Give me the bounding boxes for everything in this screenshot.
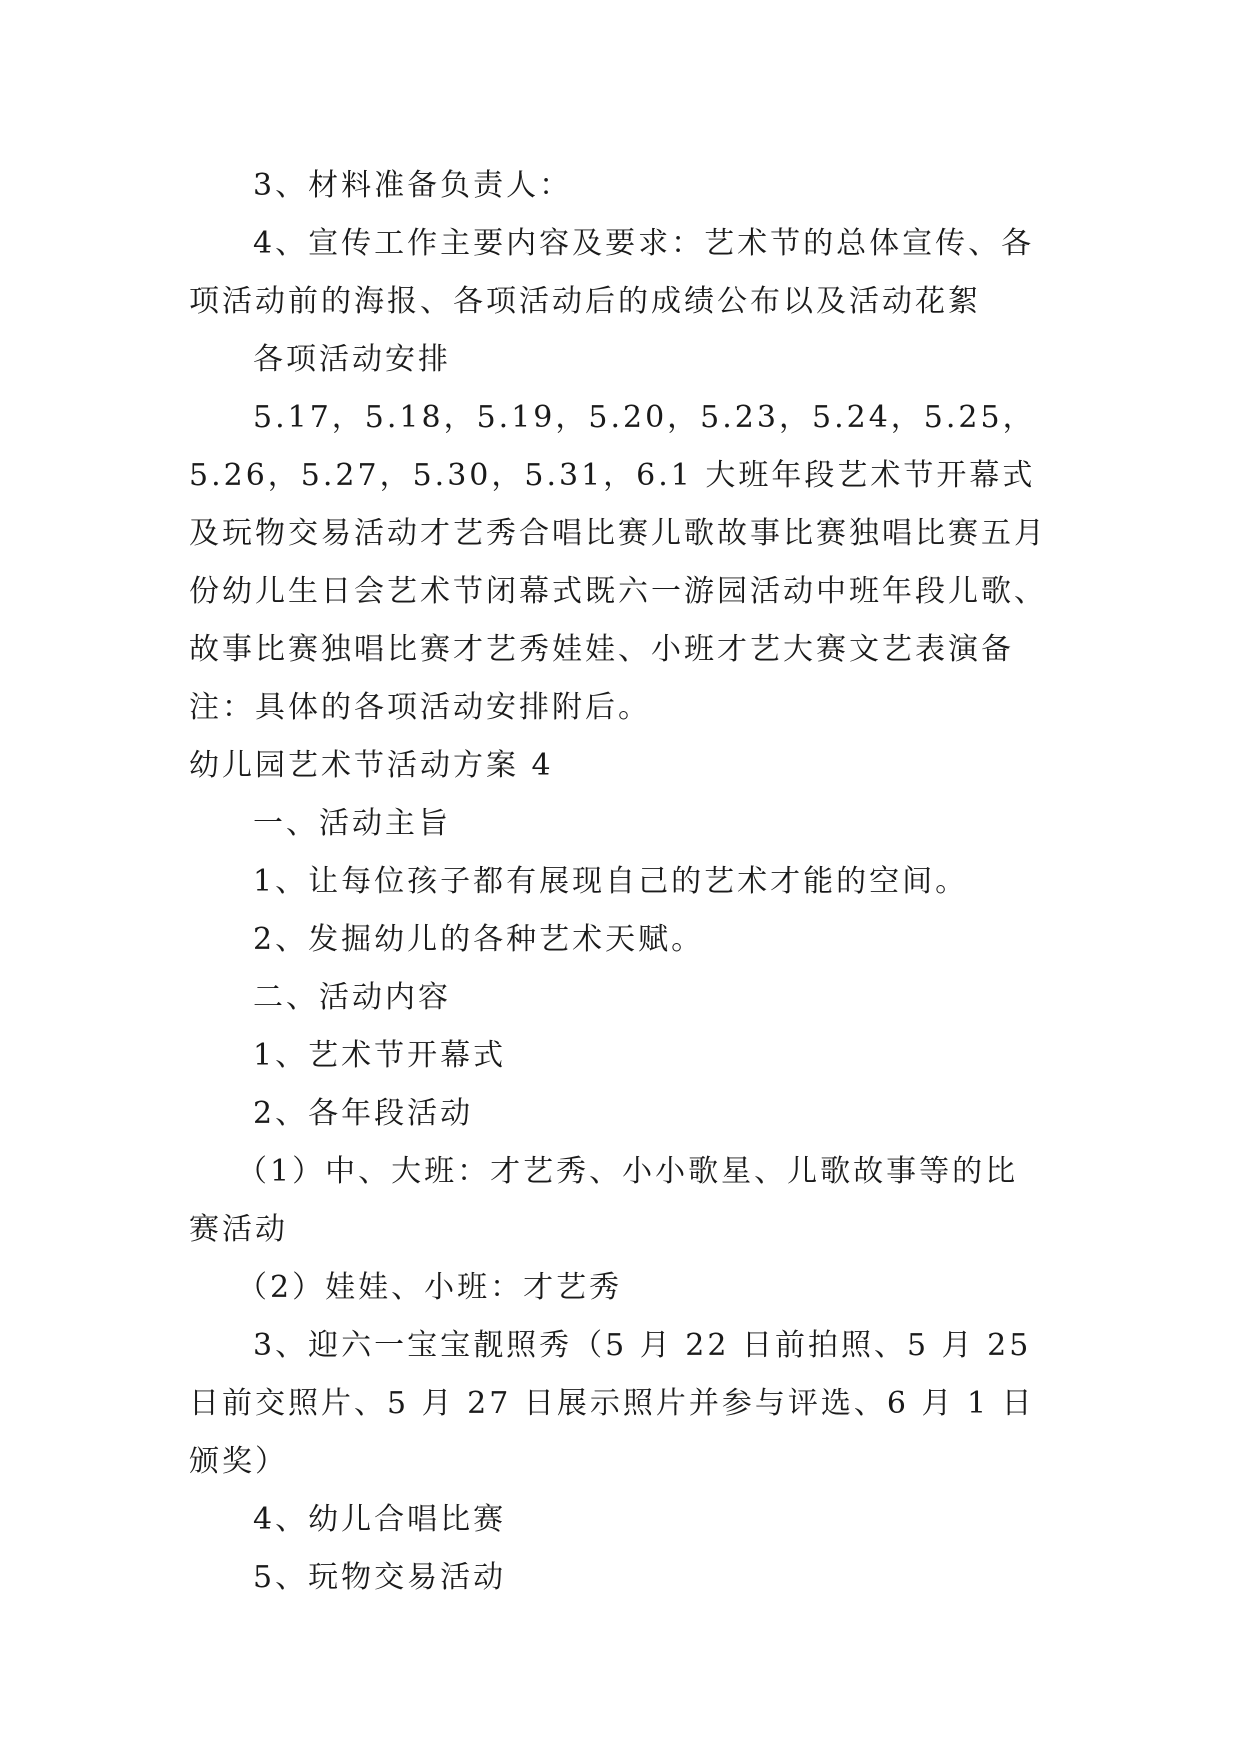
section-heading-plan-4: 幼儿园艺术节活动方案 4 [189,748,554,783]
paragraph-purpose-1: 1、让每位孩子都有展现自己的艺术才能的空间。 [253,864,969,899]
paragraph-activity-schedule: 5.17，5.18，5.19，5.20，5.23，5.24，5.25，5.26，5.27，5.30，5.31，6.1 大班年段艺术节开幕式及玩物交易活动才艺秀合唱比赛儿歌故事比赛独唱比赛五月份幼儿生日会艺术节闭幕式既六一游园活动中班年段儿歌、故事比赛独唱比赛才艺秀娃娃、小班才艺大赛文艺表演备注：具体的各项活动安排附后。 [189,400,1047,725]
paragraph-content-2: 2、各年段活动 [253,1096,474,1131]
paragraph-publicity-requirements: 4、宣传工作主要内容及要求：艺术节的总体宣传、各项活动前的海报、各项活动后的成绩公布以及活动花絮 [189,226,1035,319]
paragraph-content-2-sub-2: （2）娃娃、小班：才艺秀 [237,1270,623,1305]
paragraph-materials-owner: 3、材料准备负责人： [253,168,573,203]
paragraph-content-5: 5、玩物交易活动 [253,1560,507,1595]
paragraph-content-2-sub-1: （1）中、大班：才艺秀、小小歌星、儿歌故事等的比赛活动 [189,1154,1019,1247]
document-body [189,157,1051,1607]
paragraph-content-3: 3、迎六一宝宝靓照秀（5 月 22 日前拍照、5 月 25 日前交照片、5 月 27 日展示照片并参与评选、6 月 1 日颁奖） [189,1328,1044,1479]
paragraph-purpose-2: 2、发掘幼儿的各种艺术天赋。 [253,922,705,957]
paragraph-content-1: 1、艺术节开幕式 [253,1038,507,1073]
paragraph-activity-schedule-title: 各项活动安排 [253,342,451,377]
paragraph-content-heading: 二、活动内容 [253,980,451,1015]
paragraph-content-4: 4、幼儿合唱比赛 [253,1502,507,1537]
paragraph-purpose-heading: 一、活动主旨 [253,806,451,841]
